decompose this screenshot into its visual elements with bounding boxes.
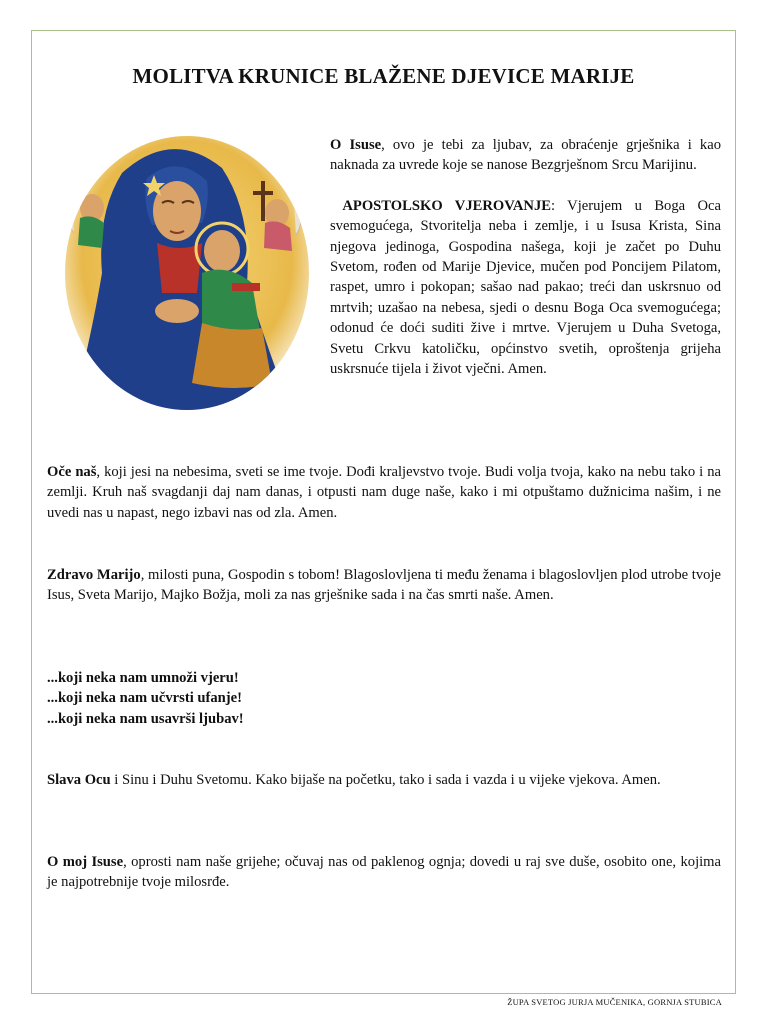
hail-mary-lead: Zdravo Marijo (47, 567, 141, 583)
fatima-prayer (47, 852, 721, 893)
right-column (330, 135, 721, 379)
our-father-text: , koji jesi na nebesima, sveti se ime tvoje. Dođi kraljevstvo tvoje. Budi volja tvoja, kako na nebu tako i na zemlji. Kruh naš svagdanji daj nam danas, i otpusti nam duge naše, kako i mi otpuštamo dužnicima našim, i ne uvedi nas u napast, nego izbavi nas od zla. Amen. (47, 464, 721, 521)
petition-faith: ...koji neka nam umnoži vjeru! (47, 670, 239, 686)
intro-lead: O Isuse (330, 137, 382, 153)
fatima-text: , oprosti nam naše grijehe; očuvaj nas od paklenog ognja; dovedi u raj sve duše, osobito one, kojima je najpotrebnije tvoje milosrđe. (47, 854, 722, 891)
parish-footer: ŽUPA SVETOG JURJA MUČENIKA, GORNJA STUBICA (507, 997, 722, 1007)
apostles-creed (330, 196, 721, 380)
glory-be-lead: Slava Ocu (47, 772, 111, 788)
marian-icon (62, 133, 312, 413)
fatima-lead: O moj Isuse (47, 854, 124, 870)
page-title: MOLITVA KRUNICE BLAŽENE DJEVICE MARIJE (132, 64, 635, 88)
petition-love: ...koji neka nam usavrši ljubav! (47, 710, 244, 727)
marian-icon-image (62, 133, 312, 413)
creed-lead: APOSTOLSKO VJEROVANJE (342, 197, 552, 214)
our-father-prayer (47, 462, 721, 523)
glory-be-text: i Sinu i Duhu Svetomu. Kako bijaše na početku, tako i sada i vazda i u vijeke vjekova. Amen. (110, 772, 661, 788)
petition-hope: ...koji neka nam učvrsti ufanje! (47, 690, 242, 707)
intro-prayer (330, 135, 721, 176)
petitions-list (47, 668, 721, 729)
hail-mary-prayer (47, 565, 721, 606)
intro-text: , ovo je tebi za ljubav, za obraćenje grješnika i kao naknada za uvrede koje se nanose Bezgrješnom Srcu Marijinu. (330, 137, 721, 174)
hail-mary-text: , milosti puna, Gospodin s tobom! Blagoslovljena ti među ženama i blagoslovljen plod utrobe tvoje Isus, Sveta Marijo, Majko Božja, moli za nas grješnike sada i na čas smrti naše. Amen. (47, 567, 721, 604)
our-father-lead: Oče naš (47, 464, 97, 480)
glory-be-prayer (47, 770, 721, 790)
creed-text: : Vjerujem u Boga Oca svemogućega, Stvoritelja neba i zemlje, i u Isusa Krista, Sina njegova jedinoga, Gospodina našega, koji je začet po Duhu Svetom, rođen od Marije Djevice, mučen pod Poncijem Pilatom, raspet, umro i pokopan; sašao nad pakao; treći dan uskrsnuo od mrtvih; uzašao na nebesa, sjedi o desnu Boga Oca svemogućega; odonud će doći suditi žive i mrtve. Vjerujem u Duha Svetoga, Svetu Crkvu katoličku, općinstvo svetih, oproštenja grijeha uskrsnuće tijela i život vječni. Amen. (330, 197, 721, 378)
